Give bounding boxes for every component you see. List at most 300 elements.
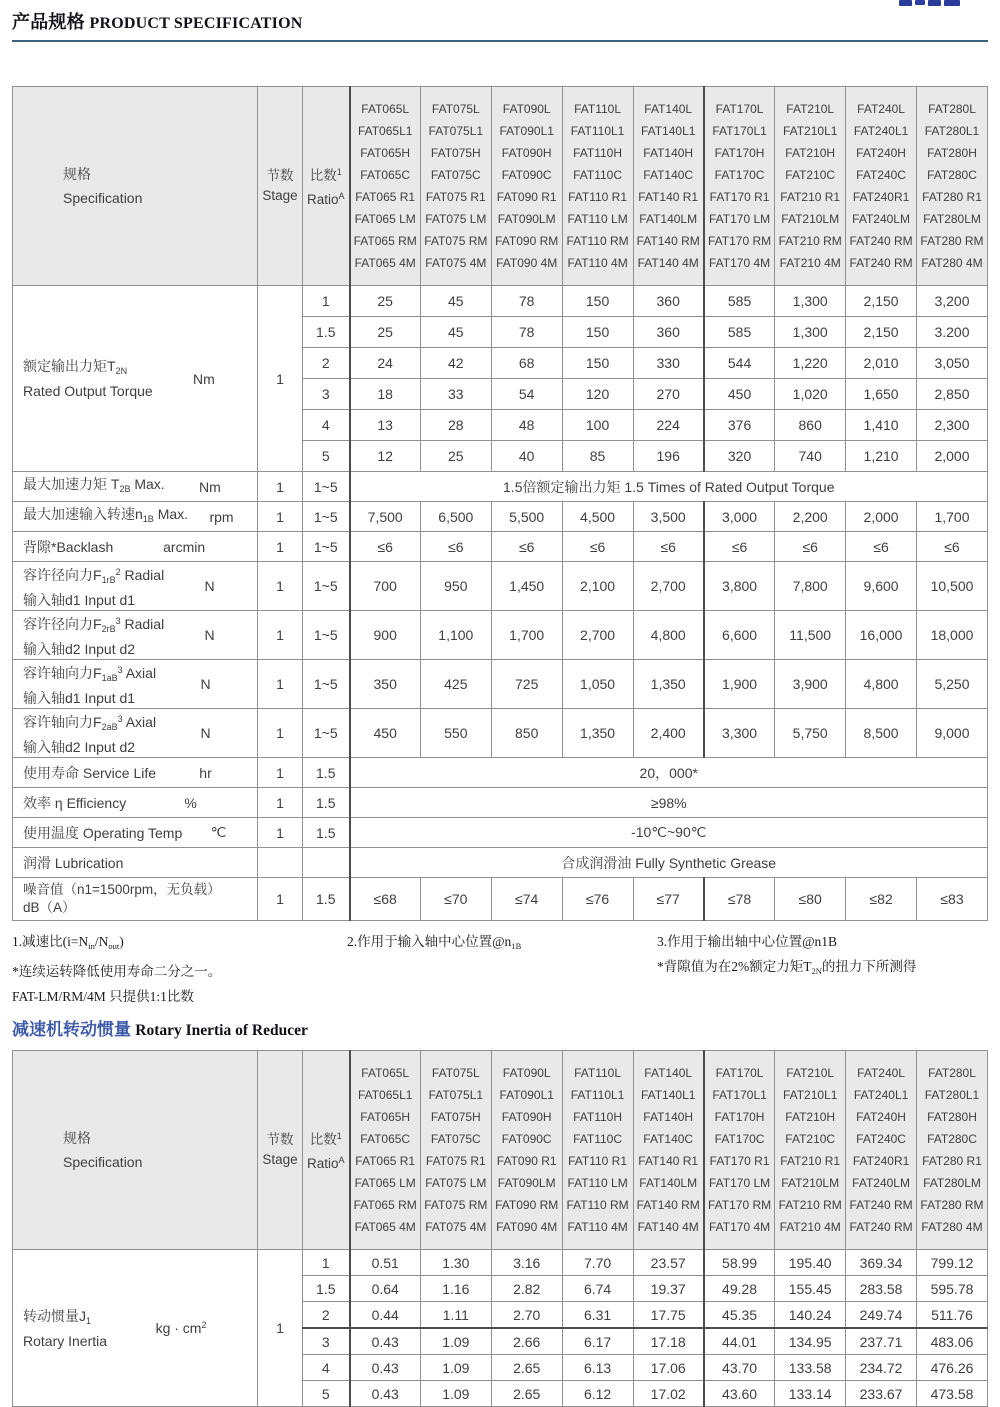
unit-label: N	[204, 627, 215, 643]
value-cell: ≤76	[562, 878, 633, 921]
value-cell: 100	[562, 410, 633, 441]
value-cell: 7.70	[562, 1250, 633, 1276]
table-row	[13, 502, 988, 532]
value-cell: 6.13	[562, 1355, 633, 1381]
model-column-header: FAT090L FAT090L1 FAT090H FAT090C FAT090 R1 FAT090LM FAT090 RM FAT090 4M	[491, 1051, 562, 1250]
page-title-zh: 产品规格	[12, 12, 85, 32]
table-row	[13, 878, 988, 921]
value-cell: 1,050	[562, 660, 633, 709]
model-column-header: FAT240L FAT240L1 FAT240H FAT240C FAT240R1 FAT240LM FAT240 RM FAT240 RM	[846, 87, 917, 286]
footnote-column-3	[657, 929, 988, 1009]
value-cell: 3,300	[704, 709, 775, 758]
footnote-column-1	[12, 929, 347, 1009]
value-cell: 18,000	[917, 611, 988, 660]
value-cell: ≤6	[350, 532, 421, 562]
value-cell: 3.200	[917, 317, 988, 348]
value-cell: 11,500	[775, 611, 846, 660]
value-cell: 17.02	[633, 1381, 704, 1407]
value-cell: 58.99	[704, 1250, 775, 1276]
value-cell: 1.09	[420, 1355, 491, 1381]
unit-label: ℃	[210, 824, 227, 840]
value-cell: 23.57	[633, 1250, 704, 1276]
row-label: 背隙*Backlash arcmin	[13, 532, 258, 562]
stage-cell: 1	[258, 286, 303, 472]
value-cell: 24	[350, 348, 421, 379]
stage-cell: 1	[258, 532, 303, 562]
value-cell: 1,410	[846, 410, 917, 441]
table-row	[13, 709, 988, 758]
value-cell: 3,200	[917, 286, 988, 317]
value-cell: ≤80	[775, 878, 846, 921]
footnote-line: 2.作用于输入轴中心位置$@n_{1B}$	[347, 934, 522, 951]
value-cell: ≤68	[350, 878, 421, 921]
value-cell: 45.35	[704, 1302, 775, 1329]
row-label: 容许轴向力$F_{2aB}^3$ Axial 输入轴d2 Input d2 N	[13, 709, 258, 758]
ratio-cell: 1.5	[303, 758, 350, 788]
value-cell: 585	[704, 286, 775, 317]
model-column-header: FAT140L FAT140L1 FAT140H FAT140C FAT140 R1 FAT140LM FAT140 RM FAT140 4M	[633, 87, 704, 286]
value-cell: 1.16	[420, 1276, 491, 1302]
value-cell: 1.11	[420, 1302, 491, 1329]
ratio-cell: 1	[303, 286, 350, 317]
inertia-section-title	[12, 1019, 988, 1042]
row-label: 效率 η Efficiency %	[13, 788, 258, 818]
value-cell: 330	[633, 348, 704, 379]
unit-label: N	[204, 578, 215, 594]
model-column-header: FAT240L FAT240L1 FAT240H FAT240C FAT240R1 FAT240LM FAT240 RM FAT240 RM	[846, 1051, 917, 1250]
stage-cell: 1	[258, 788, 303, 818]
value-cell: ≤70	[420, 878, 491, 921]
value-cell: 9,000	[917, 709, 988, 758]
row-label: 额定输出力矩$T_{2N}$ Rated Output Torque Nm	[13, 286, 258, 472]
value-cell: 1.09	[420, 1381, 491, 1407]
value-cell: 17.18	[633, 1328, 704, 1355]
row-label: 容许轴向力$F_{1aB}^3$ Axial 输入轴d1 Input d1 N	[13, 660, 258, 709]
value-cell: 369.34	[846, 1250, 917, 1276]
row-label: 最大加速力矩 $T_{2B}$ Max. Nm	[13, 472, 258, 502]
ratio-cell: 3	[303, 379, 350, 410]
value-cell: 196	[633, 441, 704, 472]
value-cell: ≤6	[420, 532, 491, 562]
row-label: 使用寿命 Service Life hr	[13, 758, 258, 788]
footnotes	[12, 929, 988, 1009]
value-cell: 4,500	[562, 502, 633, 532]
ratio-cell: 2	[303, 1302, 350, 1329]
value-cell: 6.74	[562, 1276, 633, 1302]
stage-cell: 1	[258, 709, 303, 758]
model-column-header: FAT140L FAT140L1 FAT140H FAT140C FAT140 R1 FAT140LM FAT140 RM FAT140 4M	[633, 1051, 704, 1250]
unit-label: Nm	[198, 478, 221, 495]
value-cell: 473.58	[917, 1381, 988, 1407]
value-cell: 233.67	[846, 1381, 917, 1407]
value-cell: 150	[562, 317, 633, 348]
unit-label: rpm	[209, 508, 234, 525]
value-cell: 0.51	[350, 1250, 421, 1276]
value-cell: 2,150	[846, 286, 917, 317]
rotary-inertia-table	[12, 1050, 988, 1407]
row-label: 润滑 Lubrication	[13, 848, 258, 878]
value-cell: 54	[491, 379, 562, 410]
value-cell: 2.70	[491, 1302, 562, 1329]
value-cell: 725	[491, 660, 562, 709]
value-cell: 3,500	[633, 502, 704, 532]
model-column-header: FAT210L FAT210L1 FAT210H FAT210C FAT210 R1 FAT210LM FAT210 RM FAT210 4M	[775, 87, 846, 286]
value-cell: 18	[350, 379, 421, 410]
value-cell: 6.17	[562, 1328, 633, 1355]
spec-header-cell: 规格 Specification	[13, 1051, 258, 1250]
value-cell: 2.66	[491, 1328, 562, 1355]
value-cell: 2,850	[917, 379, 988, 410]
value-cell: ≤82	[846, 878, 917, 921]
value-cell: 483.06	[917, 1328, 988, 1355]
value-cell: 2,400	[633, 709, 704, 758]
value-cell: 4,800	[846, 660, 917, 709]
stage-cell: 1	[258, 1250, 303, 1407]
value-cell: ≤77	[633, 878, 704, 921]
value-cell: ≤6	[846, 532, 917, 562]
value-cell: 1,020	[775, 379, 846, 410]
value-cell: 17.75	[633, 1302, 704, 1329]
unit-label: N	[200, 725, 211, 741]
value-cell: 134.95	[775, 1328, 846, 1355]
model-column-header: FAT280L FAT280L1 FAT280H FAT280C FAT280 R1 FAT280LM FAT280 RM FAT280 4M	[917, 87, 988, 286]
row-label: 使用温度 Operating Temp ℃	[13, 818, 258, 848]
value-cell: 2,000	[846, 502, 917, 532]
ratio-cell: 4	[303, 410, 350, 441]
value-cell: 25	[420, 441, 491, 472]
value-cell: 49.28	[704, 1276, 775, 1302]
value-cell: 950	[420, 562, 491, 611]
table-row	[13, 286, 988, 317]
value-cell: 0.43	[350, 1328, 421, 1355]
ratio-cell: 1.5	[303, 788, 350, 818]
stage-cell: 1	[258, 660, 303, 709]
value-cell: ≤6	[562, 532, 633, 562]
footnote-line: *背隙值为在2%额定力矩$T_{2N}$的扭力下所测得	[657, 959, 917, 976]
value-cell: 1,300	[775, 317, 846, 348]
footnote-line: FAT-LM/RM/4M 只提供1:1比数	[12, 989, 194, 1004]
value-cell: 17.06	[633, 1355, 704, 1381]
value-cell: 234.72	[846, 1355, 917, 1381]
ratio-header-cell: 比数$^1$ Ratio$^A$	[303, 87, 350, 286]
value-cell: 2,150	[846, 317, 917, 348]
page-title-en: PRODUCT SPECIFICATION	[89, 15, 303, 32]
header-row	[13, 87, 988, 286]
value-cell: 544	[704, 348, 775, 379]
model-column-header: FAT065L FAT065L1 FAT065H FAT065C FAT065 R1 FAT065 LM FAT065 RM FAT065 4M	[350, 1051, 421, 1250]
value-cell: 550	[420, 709, 491, 758]
ratio-cell	[303, 848, 350, 878]
value-cell: 8,500	[846, 709, 917, 758]
value-cell: 860	[775, 410, 846, 441]
value-cell: 0.43	[350, 1381, 421, 1407]
value-cell: 3,900	[775, 660, 846, 709]
model-column-header: FAT110L FAT110L1 FAT110H FAT110C FAT110 R1 FAT110 LM FAT110 RM FAT110 4M	[562, 1051, 633, 1250]
value-cell: 5,750	[775, 709, 846, 758]
value-cell: 2,300	[917, 410, 988, 441]
value-cell: ≤6	[775, 532, 846, 562]
value-cell: 5,250	[917, 660, 988, 709]
value-cell: ≤83	[917, 878, 988, 921]
value-cell: 10,500	[917, 562, 988, 611]
value-cell: 78	[491, 286, 562, 317]
value-cell: 283.58	[846, 1276, 917, 1302]
stage-cell: 1	[258, 758, 303, 788]
table-row	[13, 788, 988, 818]
value-cell: 1,100	[420, 611, 491, 660]
stage-cell: 1	[258, 878, 303, 921]
unit-label: Nm	[192, 370, 215, 387]
ratio-cell: 1~5	[303, 611, 350, 660]
ratio-cell: 4	[303, 1355, 350, 1381]
unit-label: hr	[199, 764, 212, 781]
value-cell: 224	[633, 410, 704, 441]
footnote-line: 1.减速比$(i=N_{in}/N_{out})$	[12, 934, 124, 951]
value-cell: 28	[420, 410, 491, 441]
value-cell: 450	[704, 379, 775, 410]
page-title	[12, 10, 988, 36]
table-row	[13, 1250, 988, 1276]
value-cell: 6.12	[562, 1381, 633, 1407]
value-cell: 6,500	[420, 502, 491, 532]
value-cell: 133.14	[775, 1381, 846, 1407]
table-row	[13, 472, 988, 502]
spec-header-cell: 规格 Specification	[13, 87, 258, 286]
value-cell: 5,500	[491, 502, 562, 532]
value-cell: 45	[420, 317, 491, 348]
stage-cell: 1	[258, 502, 303, 532]
row-label: 噪音值（n1=1500rpm，无负载） dB（A）	[13, 878, 258, 921]
value-cell: 6,600	[704, 611, 775, 660]
value-cell: 133.58	[775, 1355, 846, 1381]
value-cell: 12	[350, 441, 421, 472]
stage-cell: 1	[258, 818, 303, 848]
span-cell: ≥98%	[350, 788, 988, 818]
value-cell: 350	[350, 660, 421, 709]
value-cell: 2,700	[562, 611, 633, 660]
unit-label: N	[200, 676, 211, 692]
value-cell: 85	[562, 441, 633, 472]
value-cell: 3.16	[491, 1250, 562, 1276]
row-label: 容许径向力$F_{1rB}^2$ Radial 输入轴d1 Input d1 N	[13, 562, 258, 611]
value-cell: 25	[350, 317, 421, 348]
model-column-header: FAT110L FAT110L1 FAT110H FAT110C FAT110 R1 FAT110 LM FAT110 RM FAT110 4M	[562, 87, 633, 286]
value-cell: ≤6	[491, 532, 562, 562]
model-column-header: FAT090L FAT090L1 FAT090H FAT090C FAT090 R1 FAT090LM FAT090 RM FAT090 4M	[491, 87, 562, 286]
value-cell: 13	[350, 410, 421, 441]
value-cell: 360	[633, 317, 704, 348]
stage-header-cell: 节数 Stage	[258, 87, 303, 286]
value-cell: 1,220	[775, 348, 846, 379]
stage-cell	[258, 848, 303, 878]
model-column-header: FAT280L FAT280L1 FAT280H FAT280C FAT280 R1 FAT280LM FAT280 RM FAT280 4M	[917, 1051, 988, 1250]
model-column-header: FAT170L FAT170L1 FAT170H FAT170C FAT170 R1 FAT170 LM FAT170 RM FAT170 4M	[704, 1051, 775, 1250]
ratio-cell: 1~5	[303, 532, 350, 562]
value-cell: 19.37	[633, 1276, 704, 1302]
value-cell: 1,700	[491, 611, 562, 660]
table-row	[13, 848, 988, 878]
header-row	[13, 1051, 988, 1250]
value-cell: ≤6	[633, 532, 704, 562]
spec-table-body	[13, 286, 988, 921]
value-cell: 78	[491, 317, 562, 348]
ratio-cell: 2	[303, 348, 350, 379]
value-cell: 585	[704, 317, 775, 348]
value-cell: ≤6	[704, 532, 775, 562]
value-cell: 6.31	[562, 1302, 633, 1329]
value-cell: 3,800	[704, 562, 775, 611]
span-cell: 合成润滑油 Fully Synthetic Grease	[350, 848, 988, 878]
value-cell: 237.71	[846, 1328, 917, 1355]
ratio-cell: 1.5	[303, 1276, 350, 1302]
value-cell: 511.76	[917, 1302, 988, 1329]
row-label: 最大加速输入转速$n_{1B}$ Max. rpm	[13, 502, 258, 532]
value-cell: 3,000	[704, 502, 775, 532]
model-column-header: FAT065L FAT065L1 FAT065H FAT065C FAT065 R1 FAT065 LM FAT065 RM FAT065 4M	[350, 87, 421, 286]
table-row	[13, 562, 988, 611]
ratio-cell: 1	[303, 1250, 350, 1276]
value-cell: 360	[633, 286, 704, 317]
table-row	[13, 818, 988, 848]
value-cell: 33	[420, 379, 491, 410]
value-cell: 7,800	[775, 562, 846, 611]
value-cell: 1,650	[846, 379, 917, 410]
inertia-table-header	[13, 1051, 988, 1250]
value-cell: 48	[491, 410, 562, 441]
footnote-column-2	[347, 929, 657, 1009]
value-cell: 2.65	[491, 1355, 562, 1381]
stage-cell: 1	[258, 562, 303, 611]
value-cell: 595.78	[917, 1276, 988, 1302]
title-rule	[12, 40, 988, 42]
value-cell: 1,450	[491, 562, 562, 611]
spec-table-header	[13, 87, 988, 286]
unit-label: %	[184, 794, 197, 811]
row-label: 转动惯量$J_1$ Rotary Inertia kg · $cm^2$	[13, 1250, 258, 1407]
value-cell: 4,800	[633, 611, 704, 660]
value-cell: 45	[420, 286, 491, 317]
value-cell: 1.09	[420, 1328, 491, 1355]
value-cell: 2,010	[846, 348, 917, 379]
ratio-cell: 1~5	[303, 709, 350, 758]
ratio-cell: 1~5	[303, 562, 350, 611]
value-cell: 1,350	[562, 709, 633, 758]
value-cell: 2,100	[562, 562, 633, 611]
value-cell: 7,500	[350, 502, 421, 532]
table-row	[13, 660, 988, 709]
ratio-cell: 1~5	[303, 660, 350, 709]
value-cell: ≤74	[491, 878, 562, 921]
model-column-header: FAT075L FAT075L1 FAT075H FAT075C FAT075 R1 FAT075 LM FAT075 RM FAT075 4M	[420, 1051, 491, 1250]
value-cell: 1,700	[917, 502, 988, 532]
table-row	[13, 611, 988, 660]
inertia-table-body	[13, 1250, 988, 1407]
value-cell: 9,600	[846, 562, 917, 611]
value-cell: 195.40	[775, 1250, 846, 1276]
value-cell: 1.30	[420, 1250, 491, 1276]
footnote-line: *连续运转降低使用寿命二分之一。	[12, 964, 222, 979]
value-cell: 320	[704, 441, 775, 472]
span-cell: -10℃~90℃	[350, 818, 988, 848]
value-cell: 155.45	[775, 1276, 846, 1302]
value-cell: 43.60	[704, 1381, 775, 1407]
footnote-line: 3.作用于输出轴中心位置@n1B	[657, 934, 838, 949]
value-cell: 43.70	[704, 1355, 775, 1381]
value-cell: 2.82	[491, 1276, 562, 1302]
value-cell: 2.65	[491, 1381, 562, 1407]
unit-label: arcmin	[163, 538, 206, 555]
value-cell: 0.64	[350, 1276, 421, 1302]
value-cell: 799.12	[917, 1250, 988, 1276]
model-column-header: FAT075L FAT075L1 FAT075H FAT075C FAT075 R1 FAT075 LM FAT075 RM FAT075 4M	[420, 87, 491, 286]
table-row	[13, 532, 988, 562]
value-cell: 140.24	[775, 1302, 846, 1329]
inertia-section-title-zh: 减速机转动惯量	[12, 1020, 131, 1039]
stage-cell: 1	[258, 611, 303, 660]
value-cell: 0.43	[350, 1355, 421, 1381]
value-cell: 120	[562, 379, 633, 410]
value-cell: 850	[491, 709, 562, 758]
value-cell: 249.74	[846, 1302, 917, 1329]
value-cell: 270	[633, 379, 704, 410]
stage-cell: 1	[258, 472, 303, 502]
value-cell: 2,200	[775, 502, 846, 532]
ratio-cell: 1~5	[303, 502, 350, 532]
table-row	[13, 758, 988, 788]
value-cell: 150	[562, 348, 633, 379]
value-cell: 0.44	[350, 1302, 421, 1329]
inertia-section-title-en: Rotary Inertia of Reducer	[135, 1022, 308, 1039]
value-cell: 1,900	[704, 660, 775, 709]
value-cell: 2,700	[633, 562, 704, 611]
ratio-cell: 1.5	[303, 317, 350, 348]
value-cell: 3,050	[917, 348, 988, 379]
stage-header-cell: 节数 Stage	[258, 1051, 303, 1250]
value-cell: ≤6	[917, 532, 988, 562]
model-column-header: FAT210L FAT210L1 FAT210H FAT210C FAT210 R1 FAT210LM FAT210 RM FAT210 4M	[775, 1051, 846, 1250]
value-cell: 1,350	[633, 660, 704, 709]
ratio-header-cell: 比数$^1$ Ratio$^A$	[303, 1051, 350, 1250]
value-cell: 700	[350, 562, 421, 611]
product-spec-table	[12, 86, 988, 921]
value-cell: 376	[704, 410, 775, 441]
ratio-cell: 1~5	[303, 472, 350, 502]
value-cell: ≤78	[704, 878, 775, 921]
value-cell: 16,000	[846, 611, 917, 660]
value-cell: 44.01	[704, 1328, 775, 1355]
value-cell: 450	[350, 709, 421, 758]
value-cell: 1,210	[846, 441, 917, 472]
span-cell: 20，000*	[350, 758, 988, 788]
value-cell: 900	[350, 611, 421, 660]
cut-off-logo-fragment	[899, 0, 960, 7]
ratio-cell: 5	[303, 441, 350, 472]
value-cell: 2,000	[917, 441, 988, 472]
ratio-cell: 1.5	[303, 818, 350, 848]
value-cell: 1,300	[775, 286, 846, 317]
value-cell: 42	[420, 348, 491, 379]
value-cell: 425	[420, 660, 491, 709]
value-cell: 150	[562, 286, 633, 317]
value-cell: 740	[775, 441, 846, 472]
ratio-cell: 3	[303, 1328, 350, 1355]
model-column-header: FAT170L FAT170L1 FAT170H FAT170C FAT170 R1 FAT170 LM FAT170 RM FAT170 4M	[704, 87, 775, 286]
ratio-cell: 5	[303, 1381, 350, 1407]
value-cell: 25	[350, 286, 421, 317]
ratio-cell: 1.5	[303, 878, 350, 921]
value-cell: 40	[491, 441, 562, 472]
row-label: 容许径向力$F_{2rB}^3$ Radial 输入轴d2 Input d2 N	[13, 611, 258, 660]
